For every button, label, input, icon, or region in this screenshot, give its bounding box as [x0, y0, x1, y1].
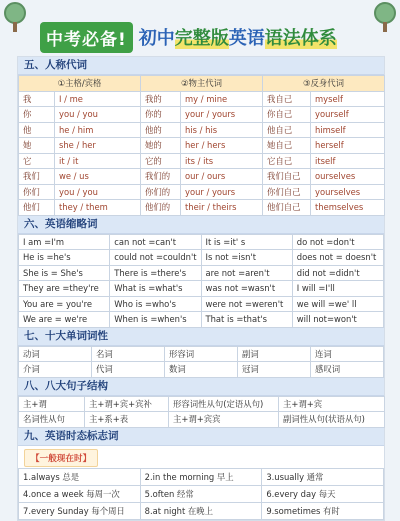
contraction-table	[18, 234, 384, 328]
table-cell: were not =weren't	[201, 296, 292, 312]
table-cell: it / it	[55, 153, 141, 169]
tree-decoration-icon	[374, 2, 396, 32]
table-cell: can not =can't	[110, 234, 201, 250]
table-cell: You are = you're	[19, 296, 110, 312]
table-cell: 主+谓+宾宾	[169, 412, 279, 428]
table-cell: we will =we' ll	[292, 296, 383, 312]
table-cell: 连词	[311, 346, 384, 362]
exam-badge: 中考必备!	[40, 22, 133, 53]
table-row	[19, 138, 385, 154]
table-cell: 代词	[92, 362, 165, 378]
table-cell: their / theirs	[181, 200, 263, 216]
table-cell: She is = She's	[19, 265, 110, 281]
table-cell: your / yours	[181, 107, 263, 123]
table-cell: will not=won't	[292, 312, 383, 328]
table-cell: 它	[19, 153, 55, 169]
column-header: ①主格/宾格	[19, 76, 141, 92]
table-cell: 感叹词	[311, 362, 384, 378]
table-cell: yourselves	[311, 184, 385, 200]
table-cell: I will =I'll	[292, 281, 383, 297]
table-cell: your / yours	[181, 184, 263, 200]
table-cell: Who is =who's	[110, 296, 201, 312]
title-part-b: 完整版	[174, 28, 229, 49]
tense-marker-table	[18, 468, 384, 520]
table-cell: could not =couldn't	[110, 250, 201, 266]
table-cell: do not =don't	[292, 234, 383, 250]
section-title-pronouns: 五、人称代词	[18, 57, 384, 75]
table-cell: 形容词	[165, 346, 238, 362]
table-cell: 他的	[141, 122, 181, 138]
table-cell: does not = doesn't	[292, 250, 383, 266]
table-cell: 4.once a week 每周一次	[19, 485, 141, 502]
table-cell: 我	[19, 91, 55, 107]
table-cell: 你	[19, 107, 55, 123]
table-cell: 主+谓+宾+宾补	[85, 396, 169, 412]
table-row	[19, 412, 385, 428]
table-cell: 主+系+表	[85, 412, 169, 428]
table-cell: he / him	[55, 122, 141, 138]
table-cell: 3.usually 通常	[262, 468, 384, 485]
table-cell: What is =what's	[110, 281, 201, 297]
table-cell: There is =there's	[110, 265, 201, 281]
table-header-row	[19, 76, 385, 92]
table-cell: 介词	[19, 362, 92, 378]
table-cell: her / hers	[181, 138, 263, 154]
table-cell: 她自己	[263, 138, 311, 154]
table-cell: 5.often 经常	[140, 485, 262, 502]
table-row	[19, 281, 384, 297]
table-cell: 你们自己	[263, 184, 311, 200]
table-cell: 动词	[19, 346, 92, 362]
table-row	[19, 91, 385, 107]
table-cell: That is =that's	[201, 312, 292, 328]
table-cell: 副词	[238, 346, 311, 362]
table-row	[19, 153, 385, 169]
table-cell: 它自己	[263, 153, 311, 169]
table-cell: We are = we're	[19, 312, 110, 328]
table-cell: 我自己	[263, 91, 311, 107]
table-cell: I / me	[55, 91, 141, 107]
table-cell: we / us	[55, 169, 141, 185]
table-cell: 2.in the morning 早上	[140, 468, 262, 485]
table-cell: 我们自己	[263, 169, 311, 185]
table-cell: I am =I'm	[19, 234, 110, 250]
section-title-contractions: 六、英语缩略词	[18, 216, 384, 234]
table-row	[19, 184, 385, 200]
table-row	[19, 396, 385, 412]
tree-decoration-icon	[4, 2, 26, 32]
table-cell: 数词	[165, 362, 238, 378]
pronoun-table	[18, 75, 385, 216]
table-cell: 主+谓+宾	[279, 396, 385, 412]
table-cell: 冠词	[238, 362, 311, 378]
table-row	[19, 200, 385, 216]
table-row	[19, 169, 385, 185]
column-header: ③反身代词	[263, 76, 385, 92]
table-cell: 我的	[141, 91, 181, 107]
table-cell: yourself	[311, 107, 385, 123]
section-title-word-classes: 七、十大单词词性	[18, 328, 384, 346]
table-row	[19, 485, 384, 502]
table-cell: itself	[311, 153, 385, 169]
table-row	[19, 234, 384, 250]
table-cell: its / its	[181, 153, 263, 169]
table-cell: 他	[19, 122, 55, 138]
table-row	[19, 502, 384, 519]
table-row	[19, 468, 384, 485]
table-cell: 他自己	[263, 122, 311, 138]
table-cell: 8.at night 在晚上	[140, 502, 262, 519]
table-cell: 她	[19, 138, 55, 154]
table-cell: 你们	[19, 184, 55, 200]
table-row	[19, 346, 384, 362]
table-cell: they / them	[55, 200, 141, 216]
table-cell: 6.every day 每天	[262, 485, 384, 502]
table-row	[19, 362, 384, 378]
table-cell: Is not =isn't	[201, 250, 292, 266]
table-row	[19, 250, 384, 266]
table-cell: 7.every Sunday 每个周日	[19, 502, 141, 519]
table-cell: she / her	[55, 138, 141, 154]
table-cell: 1.always 总是	[19, 468, 141, 485]
table-cell: did not =didn't	[292, 265, 383, 281]
table-cell: you / you	[55, 107, 141, 123]
table-cell: 他们自己	[263, 200, 311, 216]
table-row	[19, 296, 384, 312]
table-cell: you / you	[55, 184, 141, 200]
table-cell: are not =aren't	[201, 265, 292, 281]
table-row	[19, 107, 385, 123]
table-cell: herself	[311, 138, 385, 154]
title-part-a: 初中	[138, 28, 175, 49]
table-cell: 它的	[141, 153, 181, 169]
table-cell: my / mine	[181, 91, 263, 107]
table-cell: 名词	[92, 346, 165, 362]
table-cell: was not =wasn't	[201, 281, 292, 297]
table-cell: 你自己	[263, 107, 311, 123]
table-cell: 9.sometimes 有时	[262, 502, 384, 519]
table-cell: his / his	[181, 122, 263, 138]
section-title-tense-markers: 九、英语时态标志词	[18, 428, 384, 446]
grammar-content	[17, 56, 385, 521]
sentence-structure-table	[18, 396, 385, 428]
table-cell: 形容词性从句(定语从句)	[169, 396, 279, 412]
table-cell: 你们的	[141, 184, 181, 200]
table-cell: It is =it' s	[201, 234, 292, 250]
column-header: ②物主代词	[141, 76, 263, 92]
table-row	[19, 265, 384, 281]
section-title-sentence-structures: 八、八大句子结构	[18, 378, 384, 396]
table-row	[19, 122, 385, 138]
table-cell: 她的	[141, 138, 181, 154]
table-cell: 他们的	[141, 200, 181, 216]
table-cell: When is =when's	[110, 312, 201, 328]
table-cell: ourselves	[311, 169, 385, 185]
word-class-table	[18, 346, 384, 378]
title-part-d: 语法体系	[264, 28, 337, 49]
simple-present-tag: 【一般现在时】	[24, 449, 98, 467]
title-part-c: 英语	[228, 28, 265, 49]
table-cell: 主+谓	[19, 396, 85, 412]
table-cell: himself	[311, 122, 385, 138]
table-cell: 你的	[141, 107, 181, 123]
table-cell: He is =he's	[19, 250, 110, 266]
table-cell: 他们	[19, 200, 55, 216]
table-cell: 我们	[19, 169, 55, 185]
table-cell: They are =they're	[19, 281, 110, 297]
table-cell: 我们的	[141, 169, 181, 185]
table-cell: themselves	[311, 200, 385, 216]
page-title	[139, 24, 337, 50]
page-header	[40, 20, 360, 54]
table-cell: our / ours	[181, 169, 263, 185]
table-cell: myself	[311, 91, 385, 107]
table-cell: 副词性从句(状语从句)	[279, 412, 385, 428]
table-row	[19, 312, 384, 328]
table-cell: 名词性从句	[19, 412, 85, 428]
